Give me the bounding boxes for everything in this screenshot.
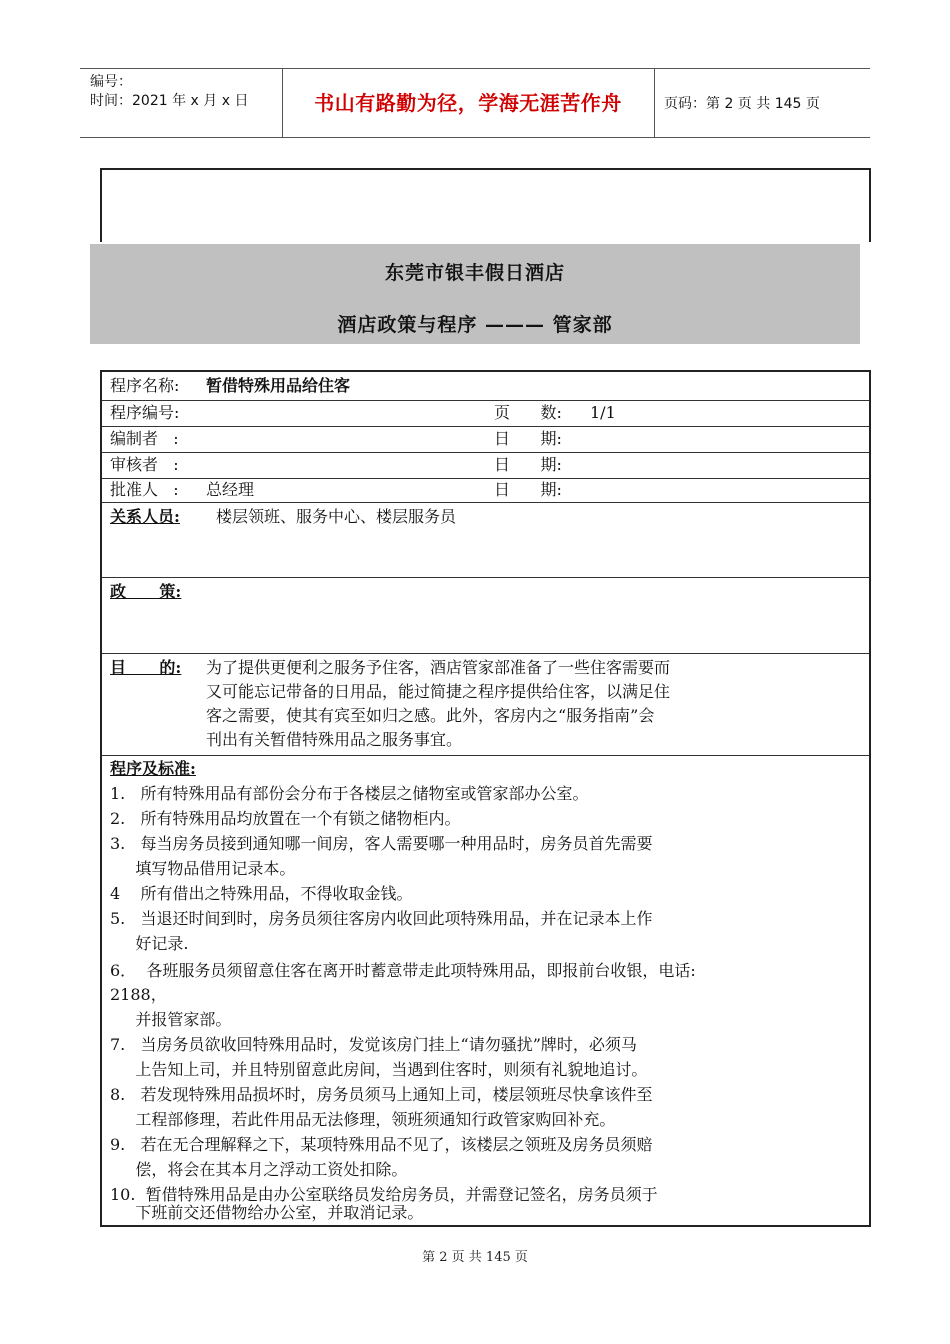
procedure-line: 好记录. <box>110 934 189 953</box>
purpose-line: 客之需要，使其有宾至如归之感。此外，客房内之“服务指南”会 <box>206 706 655 725</box>
pages-label: 页 数: <box>494 403 562 422</box>
procedure-line: 2188， <box>110 985 167 1004</box>
purpose-line: 又可能忘记带备的日用品，能过简捷之程序提供给住客，以满足住 <box>206 682 671 701</box>
purpose-label: 目 的: <box>110 658 182 677</box>
header-page-cell <box>654 69 870 137</box>
row-divider <box>102 755 869 756</box>
program-name-label: 程序名称: <box>110 376 180 395</box>
approver-value: 总经理 <box>206 480 255 499</box>
procedure-line: 7. 当房务员欲收回特殊用品时，发觉该房门挂上“请勿骚扰”牌时，必须马 <box>110 1035 637 1054</box>
program-no-label: 程序编号: <box>110 403 180 422</box>
date-label: 日 期: <box>494 429 562 448</box>
date-label: 日 期: <box>494 480 562 499</box>
purpose-line: 刊出有关暂借特殊用品之服务事宜。 <box>206 730 463 749</box>
banner-subtitle: 酒店政策与程序 ——— 管家部 <box>337 314 613 336</box>
procedure-line: 10. 暂借特殊用品是由办公室联络员发给房务员，并需登记签名，房务员须于 <box>110 1185 658 1204</box>
purpose-line: 为了提供更便利之服务予住客，酒店管家部准备了一些住客需要而 <box>206 658 671 677</box>
procedure-line: 1. 所有特殊用品有部份会分布于各楼层之储物室或管家部办公室。 <box>110 784 589 803</box>
reviewer-label: 审核者 : <box>110 455 179 474</box>
policy-label: 政 策: <box>110 582 182 601</box>
procedure-form <box>100 370 871 1227</box>
time-label: 时间：2021 年 x 月 x 日 <box>90 93 249 109</box>
procedure-line: 上告知上司，并且特别留意此房间，当遇到住客时，则须有礼貌地追讨。 <box>110 1060 648 1079</box>
row-divider <box>102 400 869 401</box>
related-value: 楼层领班、服务中心、楼层服务员 <box>216 507 457 526</box>
hotel-name: 东莞市银丰假日酒店 <box>384 262 565 284</box>
procedure-line: 工程部修理，若此件用品无法修理，领班须通知行政管家购回补充。 <box>110 1110 616 1129</box>
motto-text: 书山有路勤为径，学海无涯苦作舟 <box>314 91 622 115</box>
page-footer: 第 2 页 共 145 页 <box>422 1250 528 1265</box>
procedure-line: 并报管家部。 <box>110 1010 232 1029</box>
procedure-line: 3. 每当房务员接到通知哪一间房，客人需要哪一种用品时，房务员首先需要 <box>110 834 653 853</box>
program-name-value: 暂借特殊用品给住客 <box>206 376 351 395</box>
approver-label: 批准人 : <box>110 480 179 499</box>
compiler-label: 编制者 : <box>110 429 179 448</box>
procedure-line: 2. 所有特殊用品均放置在一个有锁之储物柜内。 <box>110 809 461 828</box>
procedure-label: 程序及标准: <box>110 759 196 778</box>
number-label: 编号： <box>90 74 132 90</box>
procedure-line: 填写物品借用记录本。 <box>110 859 296 878</box>
row-divider <box>102 452 869 453</box>
date-label: 日 期: <box>494 455 562 474</box>
row-divider <box>102 577 869 578</box>
header-motto-cell <box>282 69 655 137</box>
page-info: 页码：第 2 页 共 145 页 <box>664 96 820 112</box>
row-divider <box>102 502 869 503</box>
procedure-line: 8. 若发现特殊用品损坏时，房务员须马上通知上司，楼层领班尽快拿该件至 <box>110 1085 653 1104</box>
procedure-line: 9. 若在无合理解释之下，某项特殊用品不见了，该楼层之领班及房务员须赔 <box>110 1135 653 1154</box>
row-divider <box>102 653 869 654</box>
related-label: 关系人员: <box>110 507 180 526</box>
procedure-line: 6． 各班服务员须留意住客在离开时蓄意带走此项特殊用品，即报前台收银，电话: <box>110 961 696 980</box>
procedure-line: 4 所有借出之特殊用品，不得收取金钱。 <box>110 884 413 903</box>
procedure-line: 5. 当退还时间到时，房务员须往客房内收回此项特殊用品，并在记录本上作 <box>110 909 653 928</box>
procedure-line: 下班前交还借物给办公室，并取消记录。 <box>110 1203 424 1222</box>
pages-value: 1/1 <box>590 403 616 422</box>
title-banner <box>90 244 860 344</box>
page-header <box>80 68 870 138</box>
header-meta-cell <box>80 69 283 137</box>
empty-box <box>100 168 871 242</box>
row-divider <box>102 426 869 427</box>
procedure-line: 偿，将会在其本月之浮动工资处扣除。 <box>110 1160 408 1179</box>
